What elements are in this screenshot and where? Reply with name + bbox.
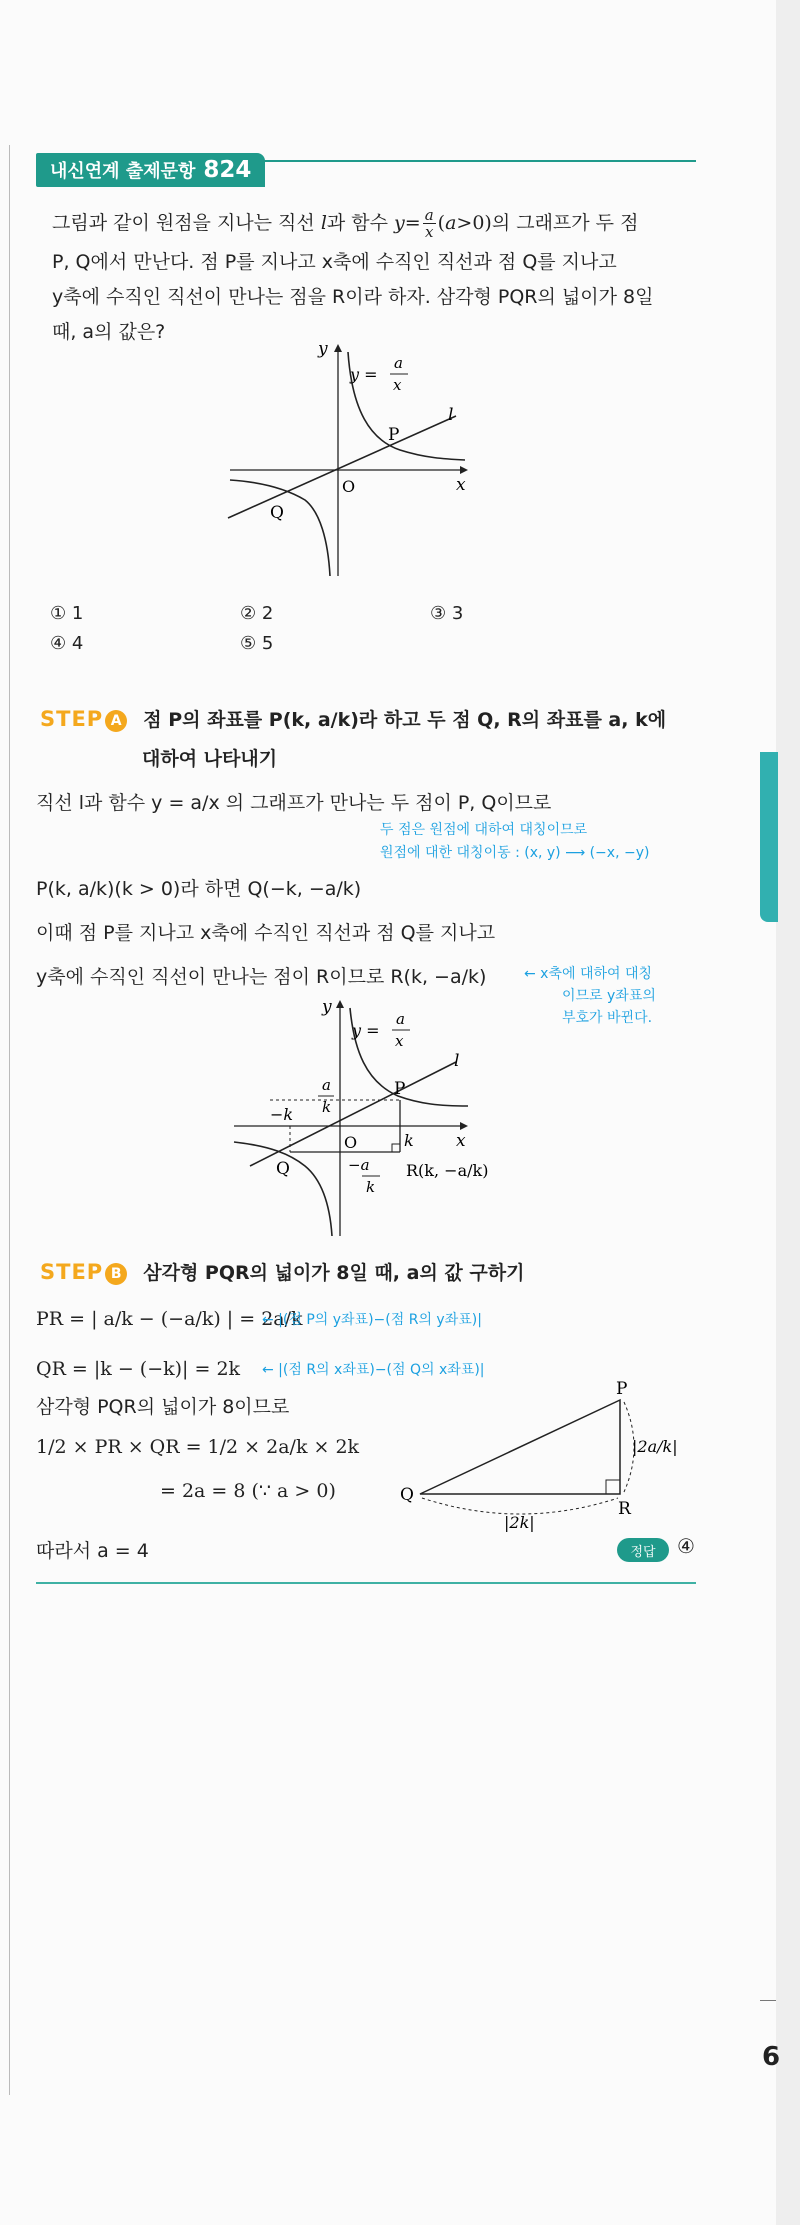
step-a-line-1: 직선 l과 함수 y = a/x 의 그래프가 만나는 두 점이 P, Q이므로 xyxy=(36,792,552,814)
header-rule xyxy=(260,160,696,162)
section-bottom-rule xyxy=(36,1582,696,1584)
hyperbola-branch-left xyxy=(234,1142,332,1236)
qr-length: QR = |k − (−k)| = 2k xyxy=(36,1358,241,1380)
x-label: x xyxy=(456,475,466,495)
answer-value: ④ xyxy=(677,1534,695,1558)
page-edge xyxy=(776,0,800,2225)
y-axis-arrow xyxy=(336,1000,344,1008)
note-symmetry-rule: 원점에 대한 대칭이동 : (x, y) ⟶ (−x, −y) xyxy=(380,845,650,861)
problem-graph xyxy=(220,340,470,580)
note-x-axis-symmetry: ← x축에 대하여 대칭 xyxy=(524,966,653,982)
choice-4[interactable]: ④ 4 xyxy=(50,633,84,654)
qr-note: ← |(점 R의 x좌표)−(점 Q의 x좌표)| xyxy=(262,1362,485,1378)
note-y-sign: 이므로 y좌표의 xyxy=(562,988,656,1004)
choice-2[interactable]: ② 2 xyxy=(240,603,274,624)
y-label: y xyxy=(322,997,332,1017)
choice-5[interactable]: ⑤ 5 xyxy=(240,633,274,654)
area-formula: 1/2 × PR × QR = 1/2 × 2a/k × 2k xyxy=(36,1436,360,1458)
side-pr-label: |2a/k| xyxy=(632,1437,678,1456)
a-over-k-numerator: a xyxy=(322,1076,331,1094)
area-result: = 2a = 8 (∵ a > 0) xyxy=(160,1480,336,1502)
step-a-line-4: y축에 수직인 직선이 만나는 점이 R이므로 R(k, −a/k) xyxy=(36,966,487,988)
fn-denominator: x xyxy=(393,376,402,394)
problem-header-badge xyxy=(36,153,265,187)
problem-number: 824 xyxy=(203,157,252,183)
problem-line-4: 때, a의 값은? xyxy=(52,321,166,343)
step-a-line-2: P(k, a/k)(k > 0)라 하면 Q(−k, −a/k) xyxy=(36,878,362,900)
triangle-r-label: R xyxy=(618,1499,631,1519)
triangle-pqr xyxy=(420,1400,620,1494)
problem-line-3: y축에 수직인 직선이 만나는 점을 R이라 하자. 삼각형 PQR의 넓이가 8일 xyxy=(52,286,654,308)
point-q-label: Q xyxy=(276,1159,290,1179)
fn-numerator: a xyxy=(394,354,403,372)
step-a-heading-line-2: 대하여 나타내기 xyxy=(142,748,278,770)
fn-numerator: a xyxy=(396,1010,405,1028)
answer-badge: 정답 xyxy=(617,1538,669,1562)
area-intro: 삼각형 PQR의 넓이가 8이므로 xyxy=(36,1396,290,1418)
y-axis-arrow xyxy=(334,344,342,352)
line-l-label: l xyxy=(448,405,454,425)
x-label: x xyxy=(456,1131,466,1151)
choice-3[interactable]: ③ 3 xyxy=(430,603,464,624)
neg-a-over-k-denominator: k xyxy=(366,1178,376,1196)
origin-label: O xyxy=(344,1133,358,1152)
chapter-tab xyxy=(760,752,778,922)
line-l-label: l xyxy=(454,1051,460,1071)
line-l xyxy=(228,416,456,518)
step-a-line-3: 이때 점 P를 지나고 x축에 수직인 직선과 점 Q를 지나고 xyxy=(36,922,496,944)
neg-a-over-k-numerator: −a xyxy=(348,1156,370,1174)
y-label: y xyxy=(318,339,328,359)
triangle-diagram xyxy=(400,1380,690,1530)
neg-k-label: −k xyxy=(270,1105,294,1124)
page-number: 6 xyxy=(762,2042,781,2072)
choice-1[interactable]: ① 1 xyxy=(50,603,84,624)
right-angle-mark xyxy=(392,1144,400,1152)
note-sign-change: 부호가 바뀐다. xyxy=(562,1010,653,1026)
origin-label: O xyxy=(342,477,356,496)
a-over-k-denominator: k xyxy=(322,1098,332,1116)
pr-length: PR = | a/k − (−a/k) | = 2a/k xyxy=(36,1308,303,1330)
step-a-heading: STEP A 점 P의 좌표를 P(k, a/k)라 하고 두 점 Q, R의 좌표를 a, k에 xyxy=(40,707,667,731)
triangle-p-label: P xyxy=(616,1379,628,1399)
triangle-q-label: Q xyxy=(400,1485,414,1505)
problem-line-2: P, Q에서 만난다. 점 P를 지나고 x축에 수직인 직선과 점 Q를 지나고 xyxy=(52,251,617,273)
problem-line-1: 그림과 같이 원점을 지나는 직선 l과 함수 y= $\frac{a}{x}$ (a>0)의 그래프가 두 점 xyxy=(52,206,639,241)
margin-rule xyxy=(9,145,10,2095)
fn-denominator: x xyxy=(395,1032,404,1050)
x-axis-arrow xyxy=(460,1122,468,1130)
fn-y-label: y = xyxy=(352,1021,380,1040)
side-qr-label: |2k| xyxy=(504,1513,535,1532)
page-number-rule xyxy=(760,2000,776,2001)
note-symmetry: 두 점은 원점에 대하여 대칭이므로 xyxy=(380,822,588,838)
qr-brace xyxy=(422,1498,618,1514)
conclusion: 따라서 a = 4 xyxy=(36,1540,149,1562)
fn-y-label: y = xyxy=(350,365,378,384)
pr-note: ← |(점 P의 y좌표)−(점 R의 y좌표)| xyxy=(262,1312,482,1328)
point-q-label: Q xyxy=(270,503,284,523)
k-label: k xyxy=(404,1131,414,1150)
step-b-heading: STEP B 삼각형 PQR의 넓이가 8일 때, a의 값 구하기 xyxy=(40,1260,525,1284)
right-angle-mark xyxy=(606,1480,620,1494)
point-p-label: P xyxy=(394,1079,406,1099)
solution-graph xyxy=(230,997,510,1240)
header-label: 내신연계 출제문항 xyxy=(50,161,196,182)
point-p-label: P xyxy=(388,425,400,445)
x-axis-arrow xyxy=(460,466,468,474)
point-r-label: R(k, −a/k) xyxy=(406,1161,489,1180)
